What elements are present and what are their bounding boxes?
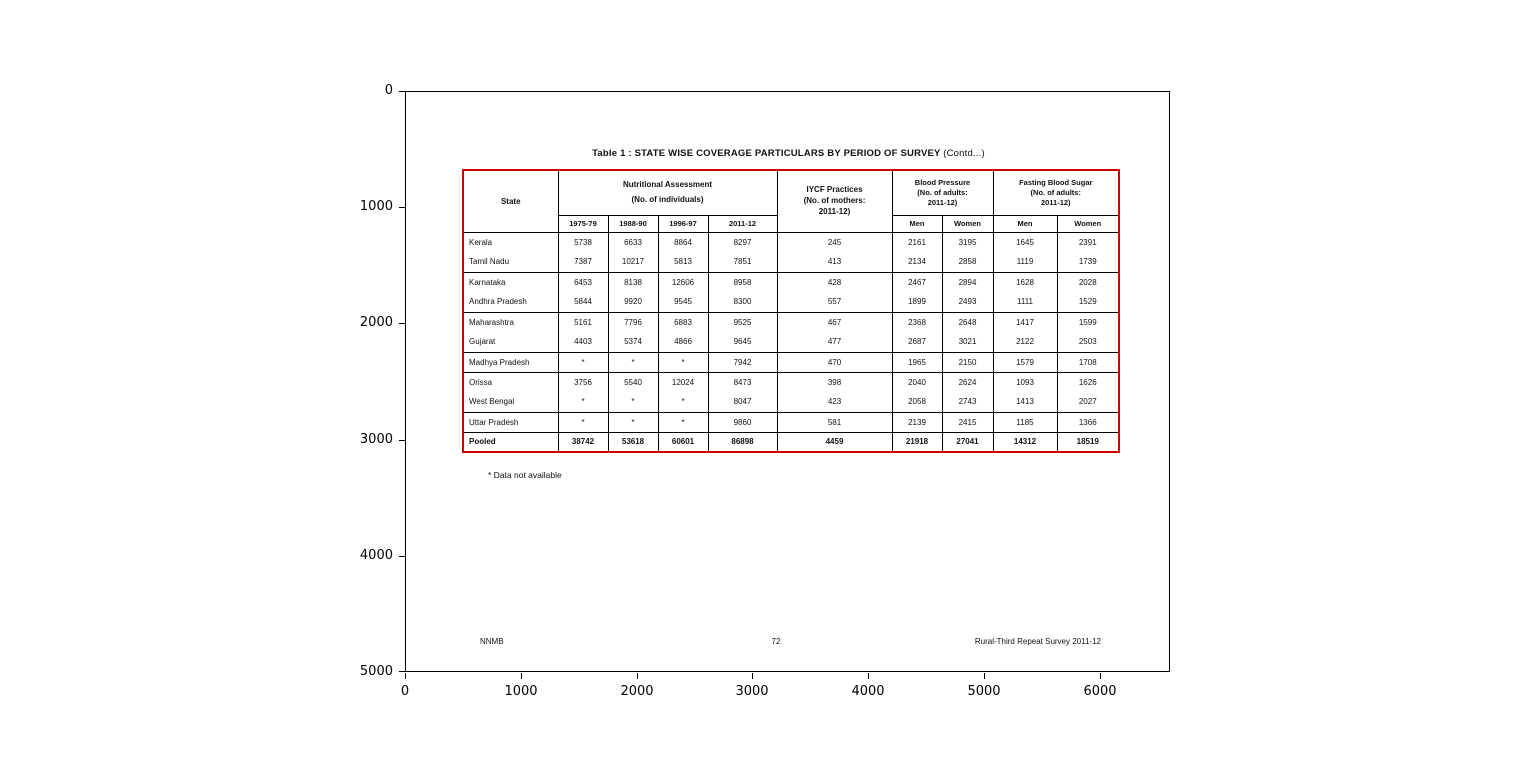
footer-org: NNMB bbox=[480, 637, 504, 646]
cell: 6883 bbox=[658, 312, 708, 332]
cell: 3021 bbox=[942, 332, 993, 352]
x-tick-mark bbox=[984, 673, 985, 679]
year-header: 1975-79 bbox=[558, 215, 608, 232]
table-row-orissa bbox=[463, 372, 1119, 392]
iycf-line3: 2011-12) bbox=[818, 206, 851, 216]
cell: * bbox=[558, 352, 608, 372]
cell: 2687 bbox=[892, 332, 942, 352]
x-tick-label: 3000 bbox=[735, 684, 769, 699]
state-cell: Orissa bbox=[463, 372, 558, 392]
cell: 12606 bbox=[658, 272, 708, 292]
cell: 18519 bbox=[1057, 432, 1119, 452]
cell: 2122 bbox=[993, 332, 1057, 352]
cell: 1965 bbox=[892, 352, 942, 372]
cell: 2134 bbox=[892, 252, 942, 272]
cell: 2894 bbox=[942, 272, 993, 292]
table-row-pooled bbox=[463, 432, 1119, 452]
cell: 2467 bbox=[892, 272, 942, 292]
table-row-karnataka bbox=[463, 272, 1119, 292]
cell: * bbox=[558, 392, 608, 412]
cell: 3195 bbox=[942, 232, 993, 252]
cell: 1093 bbox=[993, 372, 1057, 392]
state-cell: Karnataka bbox=[463, 272, 558, 292]
cell: * bbox=[608, 412, 658, 432]
y-tick-label: 2000 bbox=[359, 315, 393, 330]
cell: 5813 bbox=[658, 252, 708, 272]
state-cell: Gujarat bbox=[463, 332, 558, 352]
state-cell: Uttar Pradesh bbox=[463, 412, 558, 432]
cell: 1111 bbox=[993, 292, 1057, 312]
y-tick-label: 5000 bbox=[359, 664, 393, 679]
cell: 470 bbox=[777, 352, 892, 372]
table-row-west-bengal bbox=[463, 392, 1119, 412]
cell: 8864 bbox=[658, 232, 708, 252]
cell: 1599 bbox=[1057, 312, 1119, 332]
cell: 8297 bbox=[708, 232, 777, 252]
cell: 8473 bbox=[708, 372, 777, 392]
cell: 9860 bbox=[708, 412, 777, 432]
table-row-gujarat bbox=[463, 332, 1119, 352]
cell: 5844 bbox=[558, 292, 608, 312]
document-title bbox=[406, 148, 1171, 159]
bp-line2: (No. of adults: bbox=[917, 187, 968, 197]
x-tick-mark bbox=[521, 673, 522, 679]
cell: 467 bbox=[777, 312, 892, 332]
nutritional-assessment-line2: (No. of individuals) bbox=[631, 194, 704, 204]
table-row-uttar-pradesh bbox=[463, 412, 1119, 432]
cell: 1708 bbox=[1057, 352, 1119, 372]
cell: * bbox=[608, 352, 658, 372]
y-tick-label: 4000 bbox=[359, 548, 393, 563]
table-row-tamil-nadu bbox=[463, 252, 1119, 272]
cell: 2858 bbox=[942, 252, 993, 272]
cell: 14312 bbox=[993, 432, 1057, 452]
cell: 428 bbox=[777, 272, 892, 292]
state-cell: Andhra Pradesh bbox=[463, 292, 558, 312]
cell: 1626 bbox=[1057, 372, 1119, 392]
cell: 8958 bbox=[708, 272, 777, 292]
cell: 21918 bbox=[892, 432, 942, 452]
cell: 2368 bbox=[892, 312, 942, 332]
fasting-blood-sugar-header bbox=[993, 170, 1119, 215]
year-header: 1988-90 bbox=[608, 215, 658, 232]
cell: 8300 bbox=[708, 292, 777, 312]
cell: 423 bbox=[777, 392, 892, 412]
cell: 1899 bbox=[892, 292, 942, 312]
cell: 581 bbox=[777, 412, 892, 432]
cell: 12024 bbox=[658, 372, 708, 392]
cell: 6453 bbox=[558, 272, 608, 292]
cell: 557 bbox=[777, 292, 892, 312]
cell: 4459 bbox=[777, 432, 892, 452]
cell: 1119 bbox=[993, 252, 1057, 272]
cell: 1366 bbox=[1057, 412, 1119, 432]
y-tick-label: 0 bbox=[384, 83, 393, 98]
x-tick-label: 1000 bbox=[504, 684, 538, 699]
cell: 2027 bbox=[1057, 392, 1119, 412]
cell: 1413 bbox=[993, 392, 1057, 412]
cell: 53618 bbox=[608, 432, 658, 452]
cell: 5738 bbox=[558, 232, 608, 252]
y-tick-label: 1000 bbox=[359, 199, 393, 214]
x-tick-label: 6000 bbox=[1083, 684, 1117, 699]
cell: 2391 bbox=[1057, 232, 1119, 252]
cell: 2493 bbox=[942, 292, 993, 312]
cell: * bbox=[658, 352, 708, 372]
cell: 2503 bbox=[1057, 332, 1119, 352]
cell: 6633 bbox=[608, 232, 658, 252]
footer-survey-label: Rural-Third Repeat Survey 2011-12 bbox=[974, 637, 1101, 646]
fbs-men-header: Men bbox=[993, 215, 1057, 232]
cell: * bbox=[658, 412, 708, 432]
cell: 398 bbox=[777, 372, 892, 392]
cell: 8047 bbox=[708, 392, 777, 412]
cell: 4403 bbox=[558, 332, 608, 352]
cell: * bbox=[658, 392, 708, 412]
year-header: 1996-97 bbox=[658, 215, 708, 232]
x-tick-mark bbox=[637, 673, 638, 679]
state-cell: Tamil Nadu bbox=[463, 252, 558, 272]
iycf-line1: IYCF Practices bbox=[806, 185, 863, 195]
state-cell: Madhya Pradesh bbox=[463, 352, 558, 372]
table-row-maharashtra bbox=[463, 312, 1119, 332]
cell: 4866 bbox=[658, 332, 708, 352]
y-tick-label: 3000 bbox=[359, 432, 393, 447]
cell: 2150 bbox=[942, 352, 993, 372]
header-row-groups bbox=[463, 170, 1119, 215]
cell: 1645 bbox=[993, 232, 1057, 252]
cell: * bbox=[558, 412, 608, 432]
fbs-line2: (No. of adults: bbox=[1030, 187, 1081, 197]
cell: 1579 bbox=[993, 352, 1057, 372]
fbs-line3: 2011-12) bbox=[1040, 197, 1071, 207]
bp-women-header: Women bbox=[942, 215, 993, 232]
document-title-text: Table 1 : STATE WISE COVERAGE PARTICULARS BY PERIOD OF SURVEY bbox=[592, 148, 941, 159]
cell: 9545 bbox=[658, 292, 708, 312]
cell: 7796 bbox=[608, 312, 658, 332]
x-tick-label: 0 bbox=[400, 684, 410, 699]
cell: * bbox=[608, 392, 658, 412]
cell: 2415 bbox=[942, 412, 993, 432]
cell: 477 bbox=[777, 332, 892, 352]
cell: 60601 bbox=[658, 432, 708, 452]
x-tick-label: 4000 bbox=[851, 684, 885, 699]
table-row-andhra-pradesh bbox=[463, 292, 1119, 312]
bp-line1: Blood Pressure bbox=[914, 178, 971, 188]
fbs-line1: Fasting Blood Sugar bbox=[1019, 178, 1093, 188]
cell: 27041 bbox=[942, 432, 993, 452]
nutritional-assessment-line1: Nutritional Assessment bbox=[622, 179, 713, 189]
x-tick-mark bbox=[405, 673, 406, 679]
cell: 38742 bbox=[558, 432, 608, 452]
cell: 1628 bbox=[993, 272, 1057, 292]
cell: 1417 bbox=[993, 312, 1057, 332]
blood-pressure-header bbox=[892, 170, 993, 215]
coverage-table bbox=[462, 169, 1120, 453]
page-number: 72 bbox=[771, 637, 781, 646]
cell: 8138 bbox=[608, 272, 658, 292]
cell: 9525 bbox=[708, 312, 777, 332]
cell: 5161 bbox=[558, 312, 608, 332]
state-cell: West Bengal bbox=[463, 392, 558, 412]
cell: 86898 bbox=[708, 432, 777, 452]
iycf-line2: (No. of mothers: bbox=[803, 195, 866, 205]
x-tick-label: 5000 bbox=[967, 684, 1001, 699]
cell: 7851 bbox=[708, 252, 777, 272]
state-cell: Kerala bbox=[463, 232, 558, 252]
fbs-women-header: Women bbox=[1057, 215, 1119, 232]
state-cell: Pooled bbox=[463, 432, 558, 452]
cell: 1739 bbox=[1057, 252, 1119, 272]
cell: 10217 bbox=[608, 252, 658, 272]
cell: 245 bbox=[777, 232, 892, 252]
plot-area bbox=[405, 91, 1170, 672]
cell: 2743 bbox=[942, 392, 993, 412]
cell: 2040 bbox=[892, 372, 942, 392]
x-tick-mark bbox=[752, 673, 753, 679]
x-tick-mark bbox=[1100, 673, 1101, 679]
x-tick-mark bbox=[868, 673, 869, 679]
cell: 9920 bbox=[608, 292, 658, 312]
cell: 2648 bbox=[942, 312, 993, 332]
table-row-madhya-pradesh bbox=[463, 352, 1119, 372]
cell: 1185 bbox=[993, 412, 1057, 432]
cell: 9645 bbox=[708, 332, 777, 352]
table-row-kerala bbox=[463, 232, 1119, 252]
bp-line3: 2011-12) bbox=[927, 197, 958, 207]
coverage-table-wrap bbox=[462, 169, 1120, 453]
cell: 2139 bbox=[892, 412, 942, 432]
cell: 2624 bbox=[942, 372, 993, 392]
footnote-data-not-available: * Data not available bbox=[488, 470, 562, 480]
cell: 1529 bbox=[1057, 292, 1119, 312]
state-cell: Maharashtra bbox=[463, 312, 558, 332]
cell: 5540 bbox=[608, 372, 658, 392]
cell: 2058 bbox=[892, 392, 942, 412]
cell: 413 bbox=[777, 252, 892, 272]
cell: 7387 bbox=[558, 252, 608, 272]
cell: 3756 bbox=[558, 372, 608, 392]
year-header: 2011-12 bbox=[708, 215, 777, 232]
document-title-contd: (Contd...) bbox=[943, 148, 985, 159]
cell: 2028 bbox=[1057, 272, 1119, 292]
cell: 7942 bbox=[708, 352, 777, 372]
nutritional-assessment-header bbox=[558, 170, 777, 215]
iycf-practices-header bbox=[777, 170, 892, 232]
cell: 5374 bbox=[608, 332, 658, 352]
bp-men-header: Men bbox=[892, 215, 942, 232]
cell: 2161 bbox=[892, 232, 942, 252]
x-tick-label: 2000 bbox=[620, 684, 654, 699]
state-header: State bbox=[463, 170, 558, 232]
